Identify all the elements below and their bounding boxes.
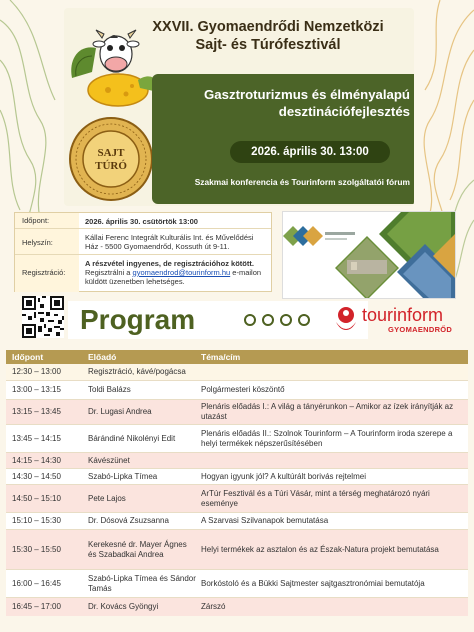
conference-subtitle-line1: Gasztroturizmus és élményalapú [204, 87, 410, 102]
table-row [6, 598, 468, 616]
forum-subtitle: Szakmai konferencia és Tourinform szolgáltatói fórum [194, 177, 410, 187]
festival-seal-logo [68, 116, 154, 202]
schedule-time: 13:00 – 13:15 [6, 381, 82, 399]
schedule-time: 14:30 – 14:50 [6, 469, 82, 484]
info-registration-value: A részvétel ingyenes, de regisztrációhoz kötött. Regisztrálni a gyomaendrod@tourinform.hu e-mailon küldött üzenetben lehetséges. [85, 259, 262, 286]
schedule-time: 14:15 – 14:30 [6, 453, 82, 468]
schedule-topic: A Szarvasi Szilvanapok bemutatása [201, 516, 329, 525]
info-registration-label: Regisztráció: [15, 255, 79, 292]
schedule-speaker: Toldi Balázs [84, 381, 196, 399]
qr-code[interactable] [22, 296, 64, 338]
info-date-value: 2026. április 30. csütörtök 13:00 [85, 217, 198, 226]
registration-email-link[interactable]: gyomaendrod@tourinform.hu [132, 268, 231, 277]
table-row [6, 485, 468, 513]
photo-collage-graphic [283, 212, 455, 298]
schedule-topic: Hogyan igyunk jól? A kultúrált borivás rejtelmei [201, 471, 366, 481]
schedule-time: 15:30 – 15:50 [6, 530, 82, 569]
schedule-time: 15:10 – 15:30 [6, 513, 82, 529]
festival-title [128, 18, 408, 54]
schedule-topic: Borkóstoló és a Bükki Sajtmester sajtgasztronómiai bemutatója [201, 578, 425, 588]
schedule-topic: Polgármesteri köszöntő [201, 385, 285, 394]
festival-title-line2: Sajt- és Túrófesztivál [195, 37, 341, 53]
schedule-table [6, 350, 468, 616]
table-row [6, 570, 468, 598]
schedule-time: 13:15 – 13:45 [6, 400, 82, 424]
registration-note: A részvétel ingyenes, de regisztrációhoz kötött. [85, 259, 254, 268]
table-row [6, 469, 468, 485]
decorative-circles [242, 313, 322, 327]
schedule-speaker: Dr. Kovács Gyöngyi [84, 598, 196, 616]
schedule-speaker: Kávészünet [84, 453, 196, 468]
tourinform-logo-name: tourinform [362, 305, 444, 325]
conference-subtitle [164, 86, 410, 120]
table-row [6, 381, 468, 400]
info-venue-label: Helyszín: [15, 229, 79, 254]
schedule-topic: Plenáris előadás II.: Szolnok Tourinform – A Tourinform iroda szerepe a helyi termékek népszerűsítésében [201, 428, 453, 448]
schedule-speaker: Kerekesné dr. Mayer Ágnes és Szabadkai Andrea [84, 530, 196, 569]
tourinform-logo [332, 305, 468, 337]
event-info-table [14, 212, 272, 292]
schedule-topic: ArTúr Fesztivál és a Túri Vásár, mint a térség meghatározó nyári eseménye [201, 488, 430, 508]
schedule-topic: Helyi termékek az asztalon és az Észak-Natura projekt bemutatása [201, 544, 439, 554]
schedule-header-speaker: Előadó [88, 352, 117, 362]
cow-mascot-illustration [66, 18, 164, 110]
festival-title-line1: XXVII. Gyomaendrődi Nemzetközi [152, 19, 384, 35]
info-row-date [15, 213, 271, 229]
schedule-speaker: Szabó-Lipka Tímea [84, 469, 196, 484]
table-row [6, 530, 468, 570]
schedule-header [6, 350, 468, 364]
schedule-speaker: Pete Lajos [84, 485, 196, 512]
schedule-speaker: Dr. Dósová Zsuzsanna [84, 513, 196, 529]
schedule-time: 16:00 – 16:45 [6, 570, 82, 597]
schedule-time: 16:45 – 17:00 [6, 598, 82, 616]
tourinform-logo-city: GYOMAENDRŐD [388, 325, 453, 334]
event-date-pill: 2026. április 30. 13:00 [230, 141, 390, 163]
program-title: Program [80, 304, 196, 335]
seal-center-text: SAJT [97, 147, 125, 159]
schedule-speaker: Regisztráció, kávé/pogácsa [84, 364, 284, 380]
info-row-registration [15, 255, 271, 292]
schedule-header-topic: Téma/cím [201, 352, 241, 362]
schedule-speaker: Dr. Lugasi Andrea [84, 400, 196, 424]
svg-text:TÚRÓ: TÚRÓ [95, 160, 127, 172]
table-row [6, 425, 468, 453]
destination-photo-collage [282, 211, 456, 299]
schedule-speaker: Bárándiné Nikolényi Edit [84, 425, 196, 452]
schedule-speaker: Szabó-Lipka Tímea és Sándor Tamás [84, 570, 196, 597]
schedule-time: 14:50 – 15:10 [6, 485, 82, 512]
table-row [6, 453, 468, 469]
schedule-time: 12:30 – 13:00 [6, 364, 82, 380]
schedule-header-time: Időpont [12, 352, 44, 362]
schedule-time: 13:45 – 14:15 [6, 425, 82, 452]
info-row-venue [15, 229, 271, 255]
table-row [6, 364, 468, 381]
tourinform-logo-icon [332, 306, 360, 336]
conference-subtitle-line2: desztinációfejlesztés [278, 104, 410, 119]
table-row [6, 400, 468, 425]
schedule-topic [197, 453, 468, 468]
table-row [6, 513, 468, 530]
info-venue-value: Kállai Ferenc Integrált Kulturális Int. és Művelődési Ház - 5500 Gyomaendrőd, Kossuth út 9-11. [85, 233, 254, 251]
festival-banner [64, 8, 414, 206]
info-date-label: Időpont: [15, 213, 79, 228]
schedule-topic: Plenáris előadás I.: A világ a tányérunkon – Amikor az ízek irányítják az utazást [201, 402, 454, 421]
schedule-topic: Zárszó [201, 602, 226, 611]
schedule-topic [197, 364, 468, 380]
